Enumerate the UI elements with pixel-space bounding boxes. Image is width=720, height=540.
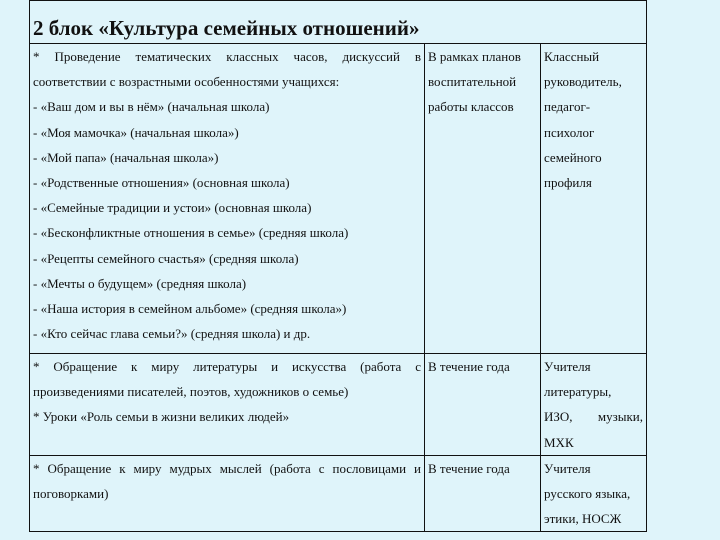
table-row	[30, 455, 647, 532]
text-line: произведениями писателей, поэтов, художников о семье)	[33, 384, 349, 400]
table-row	[30, 44, 647, 354]
text-line: - «Моя мамочка» (начальная школа»)	[33, 124, 239, 140]
text-line: - «Бесконфликтные отношения в семье» (средняя школа)	[33, 225, 349, 241]
text-line: В течение года	[428, 460, 510, 476]
text-line: МХК	[544, 434, 574, 450]
activity-cell	[30, 354, 425, 456]
table-row	[30, 354, 647, 456]
text-line: * Обращение к миру литературы и искусства (работа с	[33, 359, 421, 374]
text-line: Учителя	[544, 460, 591, 476]
activity-cell	[30, 455, 425, 532]
text-line: этики, НОСЖ	[544, 511, 622, 527]
text-line: ИЗО, музыки,	[544, 409, 644, 425]
text-line: семейного	[544, 149, 602, 165]
text-line: - «Мой папа» (начальная школа»)	[33, 149, 219, 165]
text-line: соответствии с возрастными особенностями учащихся:	[33, 74, 340, 90]
text-line: Классный	[544, 49, 600, 64]
text-line: работы классов	[428, 99, 514, 115]
text-line: литературы,	[544, 384, 612, 400]
text-line: - «Родственные отношения» (основная школа)	[33, 175, 290, 191]
text-line: В рамках планов	[428, 49, 521, 64]
text-line: - «Кто сейчас глава семьи?» (средняя школа) и др.	[33, 326, 311, 342]
section-title: 2 блок «Культура семейных отношений»	[30, 1, 647, 44]
responsible-cell	[541, 455, 647, 532]
timing-cell	[425, 44, 541, 354]
text-line: * Уроки «Роль семьи в жизни великих людей»	[33, 409, 290, 425]
responsible-cell	[541, 44, 647, 354]
text-line: русского языка,	[544, 486, 631, 502]
activities-table	[29, 0, 647, 532]
activity-cell	[30, 44, 425, 354]
text-line: Учителя	[544, 359, 591, 374]
text-line: воспитательной	[428, 74, 517, 90]
text-line: - «Наша история в семейном альбоме» (средняя школа»)	[33, 301, 347, 317]
text-line: - «Рецепты семейного счастья» (средняя школа)	[33, 250, 299, 266]
text-line: педагог-	[544, 99, 591, 115]
text-line: * Обращение к миру мудрых мыслей (работа с пословицами и	[33, 460, 421, 476]
text-line: - «Ваш дом и вы в нём» (начальная школа)	[33, 99, 270, 115]
timing-cell	[425, 354, 541, 456]
text-line: профиля	[544, 175, 592, 191]
text-line: поговорками)	[33, 486, 109, 502]
text-line: - «Семейные традиции и устои» (основная школа)	[33, 200, 312, 216]
text-line: психолог	[544, 124, 595, 140]
title-row	[30, 1, 647, 44]
timing-cell	[425, 455, 541, 532]
text-line: - «Мечты о будущем» (средняя школа)	[33, 275, 247, 291]
text-line: * Проведение тематических классных часов, дискуссий в	[33, 49, 421, 64]
text-line: В течение года	[428, 359, 510, 374]
responsible-cell	[541, 354, 647, 456]
text-line: руководитель,	[544, 74, 622, 90]
